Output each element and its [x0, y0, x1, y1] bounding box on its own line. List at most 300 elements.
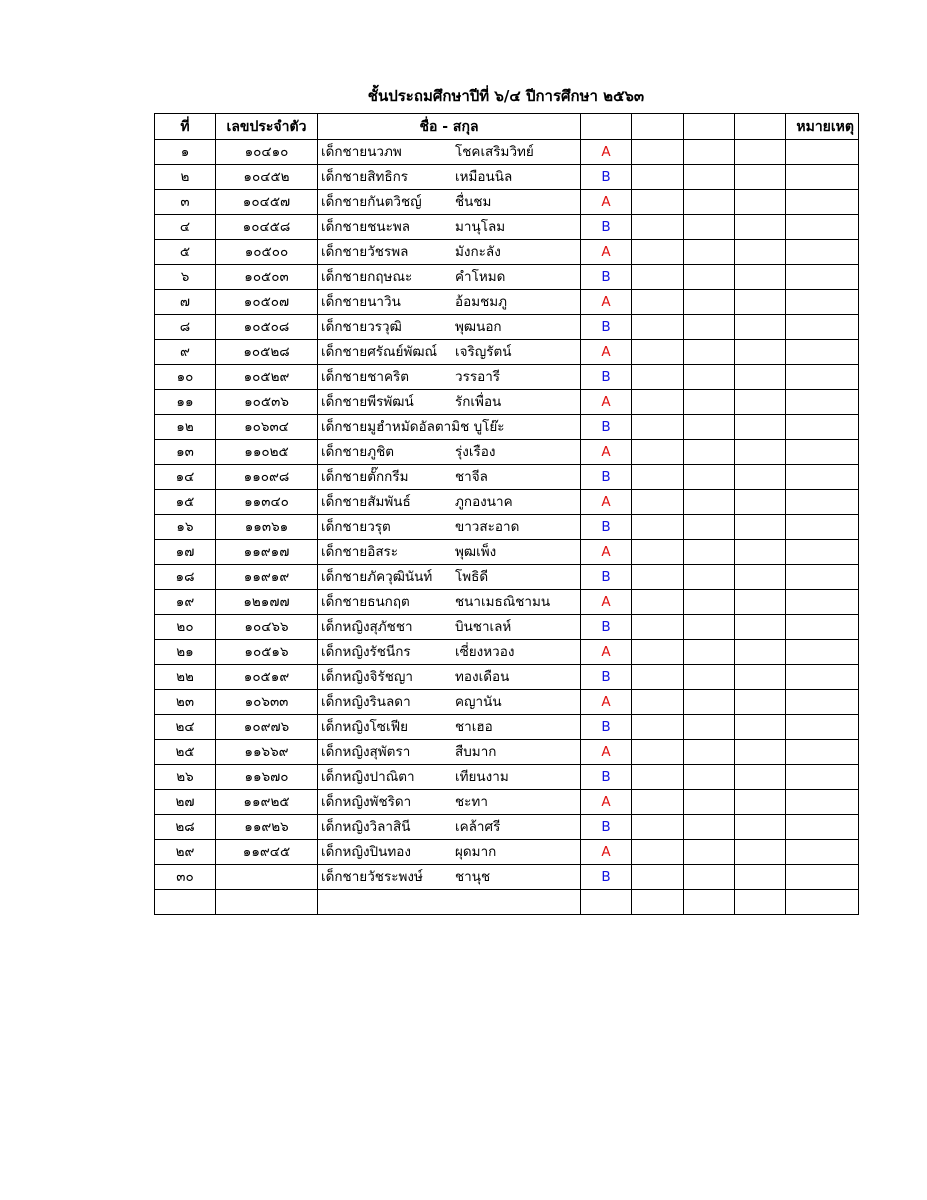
- blank-cell-3: [735, 390, 786, 415]
- group-label: A: [581, 390, 632, 415]
- note-cell: [786, 190, 859, 215]
- student-name: [318, 865, 581, 890]
- group-label: A: [581, 840, 632, 865]
- row-number: ๑๒: [155, 415, 216, 440]
- student-name: [318, 715, 581, 740]
- group-label: A: [581, 340, 632, 365]
- note-cell: [786, 615, 859, 640]
- empty-cell: [216, 890, 318, 915]
- first-name: เด็กชายนวภพ: [321, 144, 402, 160]
- roster-body: [155, 140, 859, 915]
- header-blank-2: [632, 114, 684, 140]
- student-name: [318, 165, 581, 190]
- last-name: เคล้าศรี: [455, 819, 501, 835]
- note-cell: [786, 490, 859, 515]
- blank-cell-2: [684, 790, 735, 815]
- blank-cell-3: [735, 415, 786, 440]
- student-name: [318, 790, 581, 815]
- row-number: ๖: [155, 265, 216, 290]
- blank-cell-1: [632, 365, 684, 390]
- student-id: ๑๑๖๖๙: [216, 740, 318, 765]
- student-name: [318, 365, 581, 390]
- table-row: [155, 440, 859, 465]
- note-cell: [786, 315, 859, 340]
- student-id: ๑๑๙๑๗: [216, 540, 318, 565]
- last-name: วรรอารี: [455, 369, 501, 385]
- student-name: [318, 490, 581, 515]
- note-cell: [786, 590, 859, 615]
- note-cell: [786, 565, 859, 590]
- table-row: [155, 315, 859, 340]
- first-name: เด็กชายสัมพันธ์: [321, 494, 411, 510]
- row-number: ๑๔: [155, 465, 216, 490]
- group-label: A: [581, 190, 632, 215]
- table-row: [155, 540, 859, 565]
- blank-cell-2: [684, 215, 735, 240]
- student-id: ๑๑๐๙๘: [216, 465, 318, 490]
- student-id: ๑๐๔๕๗: [216, 190, 318, 215]
- row-number: ๑๙: [155, 590, 216, 615]
- table-row: [155, 740, 859, 765]
- group-label: B: [581, 665, 632, 690]
- note-cell: [786, 740, 859, 765]
- blank-cell-2: [684, 640, 735, 665]
- blank-cell-3: [735, 365, 786, 390]
- last-name: ภูกองนาค: [455, 494, 513, 510]
- blank-cell-2: [684, 690, 735, 715]
- blank-cell-1: [632, 615, 684, 640]
- first-name: เด็กชายตั๊กกรีม: [321, 469, 409, 485]
- last-name: ชาเฮอ: [455, 719, 493, 735]
- table-row: [155, 340, 859, 365]
- student-id: ๑๑๙๑๙: [216, 565, 318, 590]
- student-id: ๑๑๓๖๑: [216, 515, 318, 540]
- blank-cell-3: [735, 190, 786, 215]
- blank-cell-1: [632, 540, 684, 565]
- row-number: ๒๓: [155, 690, 216, 715]
- note-cell: [786, 865, 859, 890]
- group-label: A: [581, 140, 632, 165]
- group-label: A: [581, 790, 632, 815]
- blank-cell-1: [632, 565, 684, 590]
- student-name: [318, 190, 581, 215]
- blank-cell-3: [735, 840, 786, 865]
- first-name: เด็กชายสิทธิกร: [321, 169, 409, 185]
- first-name: เด็กหญิงปาณิตา: [321, 769, 415, 785]
- student-id: ๑๑๙๒๖: [216, 815, 318, 840]
- student-id: ๑๐๕๒๙: [216, 365, 318, 390]
- first-name: เด็กชายกฤษณะ: [321, 269, 413, 285]
- table-row: [155, 515, 859, 540]
- blank-cell-3: [735, 540, 786, 565]
- table-row: [155, 640, 859, 665]
- student-id: ๑๐๕๐๗: [216, 290, 318, 315]
- student-id: ๑๐๕๑๙: [216, 665, 318, 690]
- student-id: ๑๑๙๒๕: [216, 790, 318, 815]
- empty-cell: [684, 890, 735, 915]
- last-name: เจริญรัตน์: [455, 344, 512, 360]
- blank-cell-3: [735, 140, 786, 165]
- blank-cell-2: [684, 415, 735, 440]
- blank-cell-2: [684, 815, 735, 840]
- note-cell: [786, 765, 859, 790]
- first-name: เด็กชายวัชระพงษ์: [321, 869, 423, 885]
- row-number: ๒๐: [155, 615, 216, 640]
- blank-cell-1: [632, 315, 684, 340]
- header-blank-4: [735, 114, 786, 140]
- student-id: ๑๐๕๒๘: [216, 340, 318, 365]
- blank-cell-1: [632, 665, 684, 690]
- table-row: [155, 365, 859, 390]
- student-name: [318, 765, 581, 790]
- last-name: รุ่งเรือง: [455, 444, 496, 460]
- row-number: ๓: [155, 190, 216, 215]
- table-row: [155, 190, 859, 215]
- table-row: [155, 290, 859, 315]
- student-name: [318, 315, 581, 340]
- table-row: [155, 465, 859, 490]
- empty-cell: [155, 890, 216, 915]
- student-name: [318, 415, 581, 440]
- first-name: เด็กหญิงปินทอง: [321, 844, 411, 860]
- blank-cell-3: [735, 690, 786, 715]
- row-number: ๒๘: [155, 815, 216, 840]
- blank-cell-2: [684, 190, 735, 215]
- first-name: เด็กชายวัชรพล: [321, 244, 409, 260]
- first-name: เด็กหญิงพัชริดา: [321, 794, 412, 810]
- blank-cell-3: [735, 315, 786, 340]
- last-name: ขาวสะอาด: [455, 519, 520, 535]
- blank-cell-2: [684, 515, 735, 540]
- blank-cell-3: [735, 765, 786, 790]
- blank-cell-1: [632, 515, 684, 540]
- row-number: ๒๙: [155, 840, 216, 865]
- student-id: ๑๐๕๐๘: [216, 315, 318, 340]
- first-name: เด็กชายวรวุฒิ: [321, 319, 402, 335]
- student-id: [216, 865, 318, 890]
- last-name: ทองเดือน: [455, 669, 510, 685]
- row-number: ๔: [155, 215, 216, 240]
- table-row: [155, 790, 859, 815]
- note-cell: [786, 790, 859, 815]
- group-label: A: [581, 590, 632, 615]
- blank-cell-3: [735, 590, 786, 615]
- blank-cell-1: [632, 290, 684, 315]
- group-label: B: [581, 765, 632, 790]
- header-blank-1: [581, 114, 632, 140]
- row-number: ๒: [155, 165, 216, 190]
- blank-cell-1: [632, 415, 684, 440]
- student-id: ๑๐๔๕๘: [216, 215, 318, 240]
- group-label: A: [581, 290, 632, 315]
- group-label: A: [581, 240, 632, 265]
- blank-cell-1: [632, 240, 684, 265]
- row-number: ๑๖: [155, 515, 216, 540]
- blank-cell-1: [632, 815, 684, 840]
- table-row: [155, 590, 859, 615]
- blank-cell-2: [684, 565, 735, 590]
- blank-cell-1: [632, 715, 684, 740]
- row-number: ๑: [155, 140, 216, 165]
- row-number: ๒๑: [155, 640, 216, 665]
- group-label: A: [581, 640, 632, 665]
- first-name: เด็กชายมูฮำหมัดอัลตามิช บูโย๊ะ: [321, 419, 505, 435]
- student-name: [318, 815, 581, 840]
- note-cell: [786, 515, 859, 540]
- row-number: ๑๓: [155, 440, 216, 465]
- blank-cell-1: [632, 390, 684, 415]
- student-name: [318, 465, 581, 490]
- note-cell: [786, 640, 859, 665]
- last-name: รักเพื่อน: [455, 394, 502, 410]
- blank-cell-2: [684, 590, 735, 615]
- student-id: ๑๐๕๐๐: [216, 240, 318, 265]
- blank-cell-3: [735, 290, 786, 315]
- group-label: B: [581, 715, 632, 740]
- row-number: ๑๘: [155, 565, 216, 590]
- note-cell: [786, 665, 859, 690]
- student-id: ๑๑๙๔๕: [216, 840, 318, 865]
- blank-cell-2: [684, 240, 735, 265]
- table-row: [155, 390, 859, 415]
- page-title: ชั้นประถมศึกษาปีที่ ๖/๔ ปีการศึกษา ๒๕๖๓: [367, 87, 645, 105]
- row-number: ๒๔: [155, 715, 216, 740]
- first-name: เด็กชายธนกฤต: [321, 594, 410, 610]
- student-id: ๑๑๓๔๐: [216, 490, 318, 515]
- student-id: ๑๑๖๗๐: [216, 765, 318, 790]
- row-number: ๑๗: [155, 540, 216, 565]
- blank-cell-1: [632, 465, 684, 490]
- blank-cell-3: [735, 490, 786, 515]
- student-name: [318, 240, 581, 265]
- student-id: ๑๐๖๓๓: [216, 690, 318, 715]
- blank-cell-1: [632, 215, 684, 240]
- first-name: เด็กชายพีรพัฒน์: [321, 394, 414, 410]
- student-name: [318, 690, 581, 715]
- group-label: A: [581, 490, 632, 515]
- table-row: [155, 765, 859, 790]
- blank-cell-3: [735, 865, 786, 890]
- table-row: [155, 815, 859, 840]
- blank-cell-2: [684, 765, 735, 790]
- row-number: ๒๒: [155, 665, 216, 690]
- row-number: ๒๗: [155, 790, 216, 815]
- blank-cell-1: [632, 765, 684, 790]
- blank-cell-3: [735, 715, 786, 740]
- blank-cell-3: [735, 665, 786, 690]
- blank-cell-2: [684, 840, 735, 865]
- first-name: เด็กชายชาคริต: [321, 369, 410, 385]
- student-name: [318, 140, 581, 165]
- table-row: [155, 415, 859, 440]
- first-name: เด็กชายวรุต: [321, 519, 391, 535]
- group-label: B: [581, 515, 632, 540]
- first-name: เด็กหญิงโซเฟีย: [321, 719, 409, 735]
- blank-cell-2: [684, 140, 735, 165]
- note-cell: [786, 440, 859, 465]
- first-name: เด็กชายศรัณย์พัฒณ์: [321, 344, 438, 360]
- note-cell: [786, 715, 859, 740]
- note-cell: [786, 215, 859, 240]
- first-name: เด็กหญิงสุพัตรา: [321, 744, 411, 760]
- blank-cell-3: [735, 515, 786, 540]
- group-label: A: [581, 740, 632, 765]
- note-cell: [786, 165, 859, 190]
- row-number: ๗: [155, 290, 216, 315]
- note-cell: [786, 365, 859, 390]
- blank-cell-1: [632, 140, 684, 165]
- blank-cell-1: [632, 265, 684, 290]
- student-id: ๑๐๖๓๔: [216, 415, 318, 440]
- last-name: ชานุช: [455, 869, 491, 885]
- group-label: B: [581, 165, 632, 190]
- last-name: บินชาเลห์: [455, 619, 512, 635]
- blank-cell-1: [632, 640, 684, 665]
- student-id: ๑๐๔๕๒: [216, 165, 318, 190]
- note-cell: [786, 340, 859, 365]
- blank-cell-3: [735, 815, 786, 840]
- note-cell: [786, 240, 859, 265]
- group-label: A: [581, 440, 632, 465]
- last-name: สืบมาก: [455, 744, 497, 760]
- note-cell: [786, 415, 859, 440]
- row-number: ๒๖: [155, 765, 216, 790]
- header-student-id: เลขประจำตัว: [216, 114, 318, 140]
- group-label: B: [581, 815, 632, 840]
- first-name: เด็กชายกันตวิชญ์: [321, 194, 422, 210]
- table-row: [155, 215, 859, 240]
- last-name: เหมือนนิล: [455, 169, 513, 185]
- blank-cell-2: [684, 390, 735, 415]
- empty-cell: [581, 890, 632, 915]
- table-row: [155, 240, 859, 265]
- blank-cell-2: [684, 340, 735, 365]
- last-name: มังกะลัง: [455, 244, 501, 260]
- table-row: [155, 140, 859, 165]
- blank-cell-1: [632, 490, 684, 515]
- note-cell: [786, 465, 859, 490]
- group-label: B: [581, 215, 632, 240]
- student-name: [318, 290, 581, 315]
- first-name: เด็กชายภูชิต: [321, 444, 395, 460]
- first-name: เด็กหญิงรัชนีกร: [321, 644, 411, 660]
- student-id: ๑๐๔๖๖: [216, 615, 318, 640]
- first-name: เด็กชายอิสระ: [321, 544, 399, 560]
- blank-cell-3: [735, 240, 786, 265]
- first-name: เด็กชายนาวิน: [321, 294, 401, 310]
- table-row: [155, 615, 859, 640]
- blank-cell-1: [632, 165, 684, 190]
- student-name: [318, 665, 581, 690]
- note-cell: [786, 290, 859, 315]
- note-cell: [786, 840, 859, 865]
- row-number: ๓๐: [155, 865, 216, 890]
- student-name: [318, 215, 581, 240]
- student-name: [318, 590, 581, 615]
- blank-cell-2: [684, 540, 735, 565]
- table-row: [155, 665, 859, 690]
- last-name: คญานัน: [455, 694, 502, 710]
- table-row: [155, 565, 859, 590]
- student-name: [318, 640, 581, 665]
- blank-cell-2: [684, 365, 735, 390]
- blank-cell-3: [735, 215, 786, 240]
- first-name: เด็กชายชนะพล: [321, 219, 411, 235]
- student-id: ๑๒๑๗๗: [216, 590, 318, 615]
- student-name: [318, 390, 581, 415]
- last-name: ชาจีล: [455, 469, 488, 485]
- note-cell: [786, 815, 859, 840]
- last-name: อ้อมชมภู: [455, 294, 508, 310]
- last-name: ชะทา: [455, 794, 488, 810]
- empty-cell: [786, 890, 859, 915]
- blank-cell-3: [735, 790, 786, 815]
- blank-cell-1: [632, 865, 684, 890]
- blank-cell-1: [632, 440, 684, 465]
- blank-cell-2: [684, 715, 735, 740]
- row-number: ๕: [155, 240, 216, 265]
- blank-cell-2: [684, 740, 735, 765]
- group-label: B: [581, 865, 632, 890]
- group-label: B: [581, 315, 632, 340]
- blank-cell-3: [735, 615, 786, 640]
- blank-cell-1: [632, 840, 684, 865]
- table-row: [155, 165, 859, 190]
- last-name: มานุโลม: [455, 219, 506, 235]
- group-label: B: [581, 265, 632, 290]
- note-cell: [786, 265, 859, 290]
- blank-cell-3: [735, 640, 786, 665]
- blank-cell-3: [735, 165, 786, 190]
- last-name: ชื่นชม: [455, 194, 492, 210]
- row-number: ๙: [155, 340, 216, 365]
- first-name: เด็กหญิงวิลาสินี: [321, 819, 411, 835]
- student-id: ๑๐๕๑๖: [216, 640, 318, 665]
- student-name: [318, 440, 581, 465]
- note-cell: [786, 390, 859, 415]
- group-label: B: [581, 565, 632, 590]
- header-name: ชื่อ - สกุล: [318, 114, 581, 140]
- student-name: [318, 615, 581, 640]
- last-name: เทียนงาม: [455, 769, 509, 785]
- blank-cell-1: [632, 740, 684, 765]
- group-label: B: [581, 365, 632, 390]
- group-label: A: [581, 540, 632, 565]
- note-cell: [786, 540, 859, 565]
- empty-row: [155, 890, 859, 915]
- student-id: ๑๑๐๒๕: [216, 440, 318, 465]
- note-cell: [786, 690, 859, 715]
- blank-cell-1: [632, 590, 684, 615]
- student-id: ๑๐๕๓๖: [216, 390, 318, 415]
- header-no: ที่: [155, 114, 216, 140]
- blank-cell-3: [735, 740, 786, 765]
- last-name: ผุดมาก: [455, 844, 497, 860]
- blank-cell-2: [684, 290, 735, 315]
- empty-cell: [318, 890, 581, 915]
- first-name: เด็กหญิงสุภัชชา: [321, 619, 413, 635]
- empty-cell: [735, 890, 786, 915]
- last-name: พุฒเพ็ง: [455, 544, 497, 560]
- header-note: หมายเหตุ: [786, 114, 859, 140]
- row-number: ๑๕: [155, 490, 216, 515]
- student-name: [318, 565, 581, 590]
- blank-cell-1: [632, 190, 684, 215]
- blank-cell-2: [684, 615, 735, 640]
- blank-cell-2: [684, 465, 735, 490]
- blank-cell-3: [735, 440, 786, 465]
- table-row: [155, 865, 859, 890]
